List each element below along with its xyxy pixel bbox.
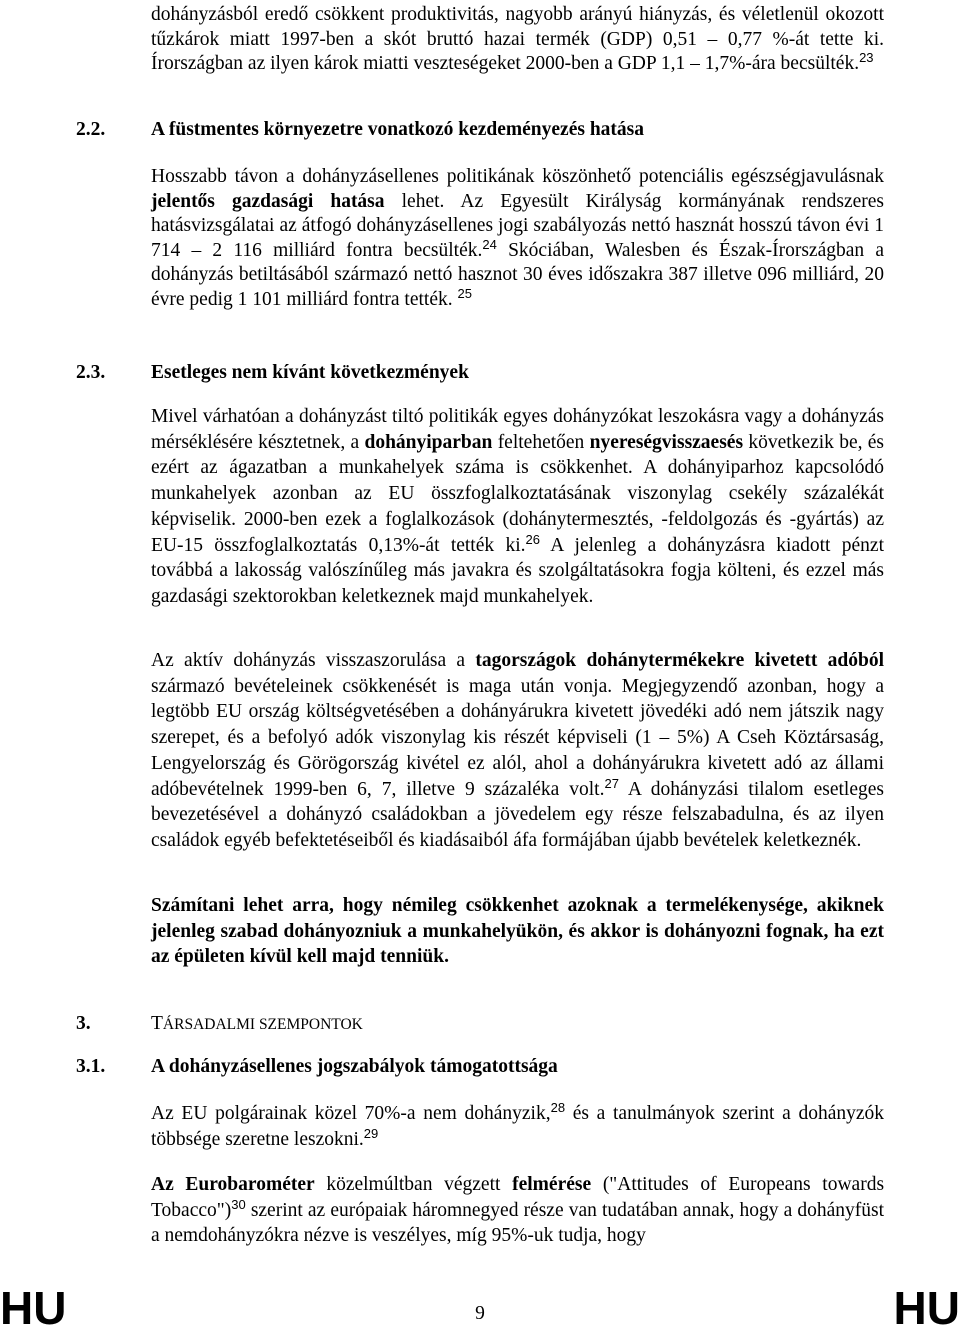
paragraph-unintended-consequences: Mivel várhatóan a dohányzást tiltó politikák egyes dohányzókat leszokásra vagy a dohányzás mérséklésére késztetnek, a dohányiparban feltehetően nyereségvisszaesés következik be, és ezért az ágazatban a munkahelyek száma is csökkenhet. A dohányiparhoz kapcsolódó munkahelyek azonban az EU összfoglalkoztatásának viszonylag csekély százalékát képviselik. 2000-ben ezek a foglalkozások (dohánytermesztés, -feldolgozás és -gyártás) az EU-15 összfoglalkoztatás 0,13%-át tették ki.$^{26}$ A jelenleg a dohányzásra kiadott pénzt továbbá a lakosság valószínűleg más javakra és szolgáltatásokra fogja költeni, és ezzel más gazdasági szektorokban keletkeznek majd munkahelyek. <box>151 406 885 607</box>
section-number-2-3: 2.3. <box>76 362 106 383</box>
section-number-3-1: 3.1. <box>76 1056 106 1077</box>
footer-language-right: HU <box>893 1282 960 1334</box>
footer-language-left: HU <box>0 1282 67 1334</box>
footnote-ref-29: 29 <box>363 1125 379 1141</box>
footnote-ref-23: 23 <box>859 50 874 65</box>
intro-paragraph: dohányzásból eredő csökkent produktivitás, nagyobb arányú hiányzás, és véletlenül okozott tűzkárok miatt 1997-ben a skót bruttó hazai termék (GDP) 0,51 – 0,77 %-át tette ki. Írországban az ilyen károk miatti veszteségeket 2000-ben a GDP 1,1 – 1,7%-ára becsülték.$^{23}$ <box>151 4 884 74</box>
section-number-3: 3. <box>76 1013 91 1034</box>
paragraph-smokefree-impact: Hosszabb távon a dohányzásellenes politikának köszönhető potenciális egészségjavulásnak jelentős gazdasági hatása lehet. Az Egyesült Királyság kormányának rendszeres hatásvizsgálatai az átfogó dohányzásellenes jogi szabályozás nettó hasznát hosszú távon évi 1 714 – 2 116 milliárd fontra becsülték.$^{24}$ Skóciában, Walesben és Észak-Írországban a dohányzás betiltásából származó nettó hasznot 30 éves időszakra 387 illetve 096 milliárd, 20 évre pedig 1 101 milliárd fontra tették. $^{25}$ <box>151 166 884 310</box>
section-title-3: TÁRSADALMI SZEMPONTOK <box>151 1013 363 1034</box>
section-title-2-3: Esetleges nem kívánt következmények <box>151 362 469 383</box>
section-title-2-2: A füstmentes környezetre vonatkozó kezdeményezés hatása <box>151 119 645 140</box>
paragraph-eu-citizens: Az EU polgárainak közel 70%-a nem dohányzik,$^{28}$ és a tanulmányok szerint a dohányzók többsége szeretne leszokni.$^{29}$ <box>151 1100 885 1150</box>
section-number-2-2: 2.2. <box>76 119 106 140</box>
footnote-ref-25: 25 <box>457 285 472 301</box>
paragraph-eurobarometer: Az Eurobarométer közelmúltban végzett felmérése ("Attitudes of Europeans towards Tobacco")$^{30}$ szerint az európaiak háromnegyed része van tudatában annak, hogy a dohányfüst a nemdohányzókra nézve is veszélyes, míg 95%-uk tudja, hogy <box>151 1174 885 1247</box>
page-number: 9 <box>475 1303 485 1324</box>
paragraph-productivity: Számítani lehet arra, hogy némileg csökkenhet azoknak a termelékenysége, akiknek jelenleg szabad dohányozniuk a munkahelyükön, és akkor is dohányozni fognak, ha ezt az épületen kívül kell majd tenniük. <box>151 895 884 968</box>
footnote-ref-27: 27 <box>604 775 619 791</box>
section-title-3-1: A dohányzásellenes jogszabályok támogatottsága <box>151 1056 558 1077</box>
paragraph-tax-revenue: Az aktív dohányzás visszaszorulása a tagországok dohánytermékekre kivetett adóból származó bevételeinek csökkenését is maga után vonja. Megjegyzendő azonban, hogy a legtöbb EU ország költségvetésében a dohányárukra kivetett jövedéki adó nem játszik nagy szerepet, és a befolyó adók viszonylag kis részét képviseli (1 – 5%) A Cseh Köztársaság, Lengyelország és Görögország kivétel ez alól, ahol a dohányárukra kivetett adó az állami adóbevételnek 1999-ben 6, 7, illetve 9 százaléka volt.$^{27}$ A dohányzási tilalom esetleges bevezetésével a dohányzó családokban a jövedelem egy része felszabadulna, és az ilyen családok egyéb befektetéseiből és kiadásaiból áfa formájában újabb bevételek keletkeznék. <box>151 650 885 851</box>
footnote-ref-28: 28 <box>550 1100 566 1115</box>
footnote-ref-30: 30 <box>231 1196 246 1212</box>
footnote-ref-26: 26 <box>525 531 540 547</box>
footnote-ref-24: 24 <box>482 236 497 252</box>
